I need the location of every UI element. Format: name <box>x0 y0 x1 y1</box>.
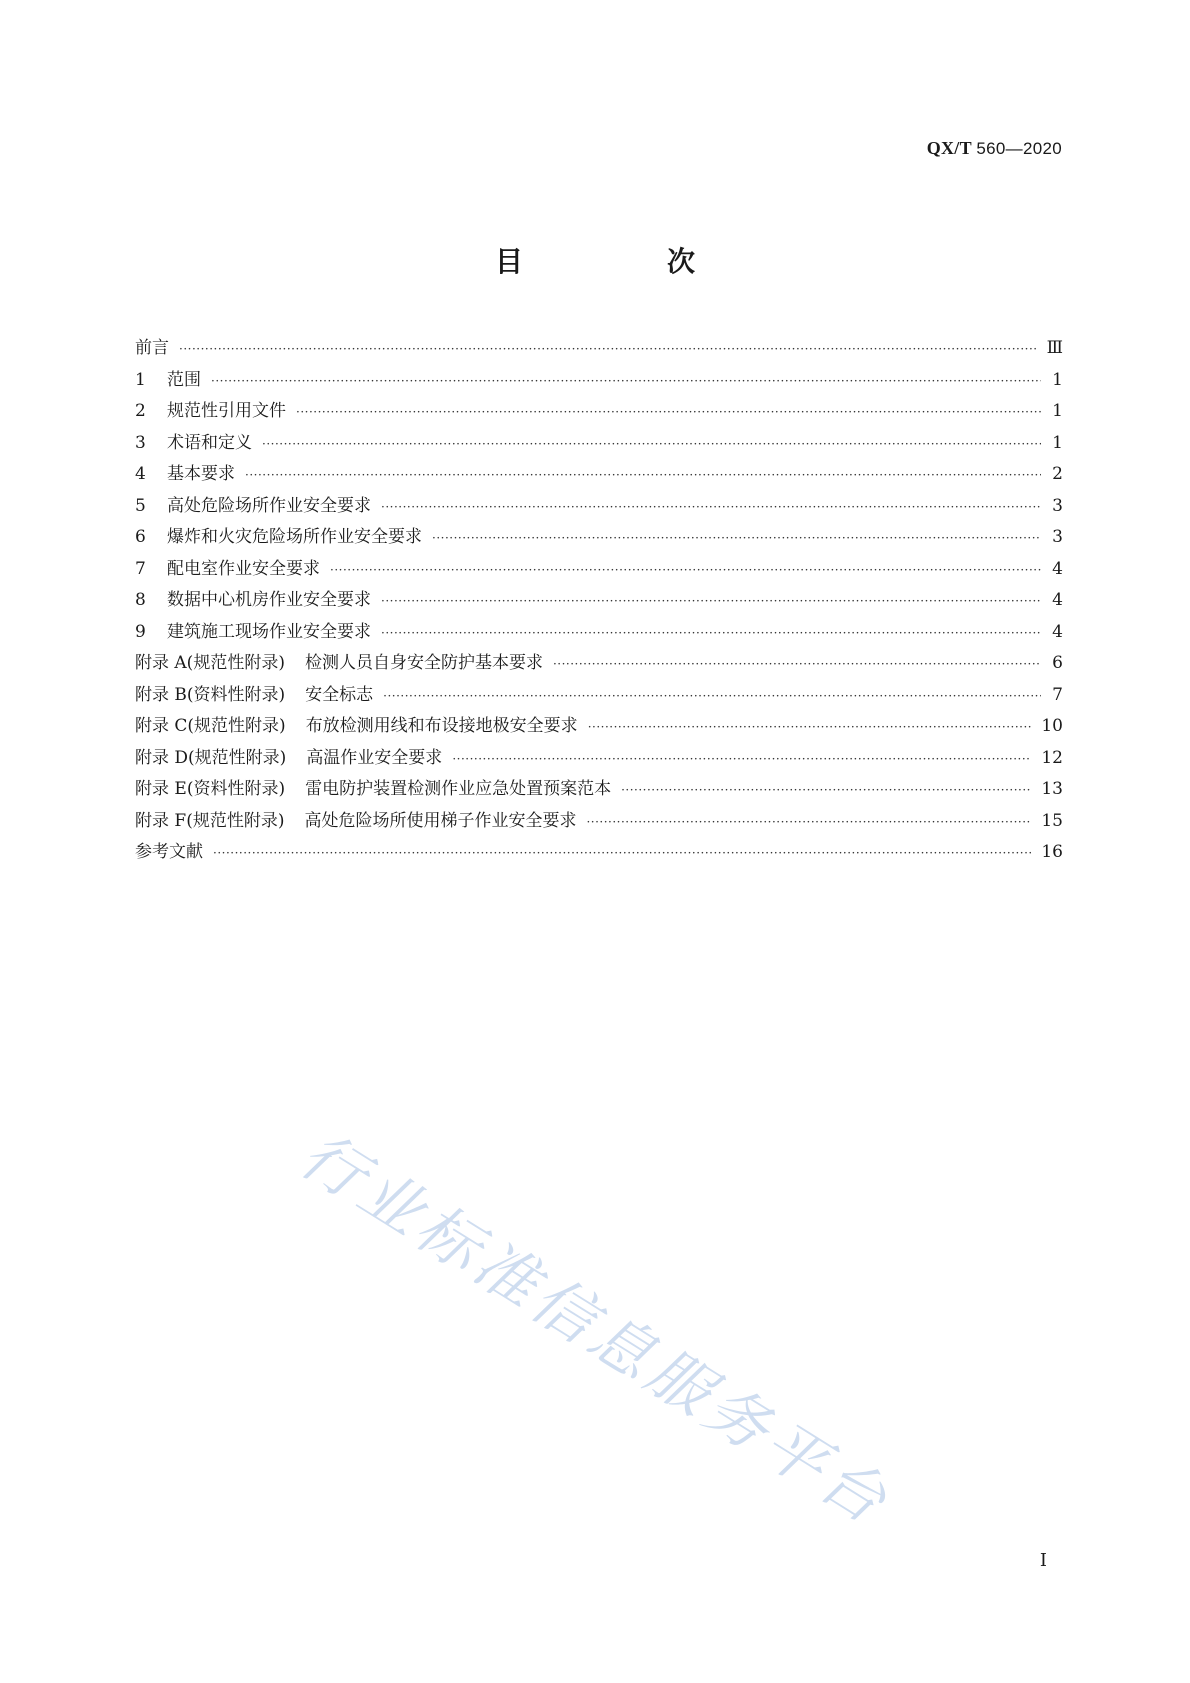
toc-entry-label: 布放检测用线和布设接地极安全要求 <box>305 716 578 736</box>
toc-leader-dots <box>621 775 1031 807</box>
toc-leader-dots <box>383 681 1041 713</box>
toc-entry-number: 6 <box>135 527 146 547</box>
toc-entry-label: 数据中心机房作业安全要求 <box>167 590 371 610</box>
toc-entry-label: 检测人员自身安全防护基本要求 <box>304 653 543 673</box>
toc-entry-page: 13 <box>1041 779 1063 799</box>
toc-title: 目 次 <box>494 245 753 278</box>
toc-entry-page: 12 <box>1041 747 1063 768</box>
page-number: I <box>1039 1550 1047 1571</box>
toc-leader-dots <box>296 397 1041 429</box>
toc-entry-page: 16 <box>1041 842 1063 862</box>
toc-entry-page: 4 <box>1052 590 1063 610</box>
toc-leader-dots <box>262 429 1041 461</box>
toc-entry-label: 前言 <box>135 338 169 358</box>
toc-entry-label: 规范性引用文件 <box>167 401 286 421</box>
toc-entry[interactable] <box>135 459 1063 491</box>
toc-leader-dots <box>179 334 1037 366</box>
toc-leader-dots <box>381 618 1041 650</box>
toc-entry-page: 1 <box>1052 432 1063 453</box>
toc-entry-number: 7 <box>135 558 146 579</box>
toc-leader-dots <box>588 712 1032 744</box>
toc-entry-page: 2 <box>1052 464 1063 484</box>
toc-entry-number: 1 <box>135 369 146 390</box>
toc-leader-dots <box>245 460 1041 492</box>
toc-entry-page: 6 <box>1052 653 1063 673</box>
toc-leader-dots <box>432 523 1041 555</box>
toc-leader-dots <box>452 744 1031 776</box>
toc-leader-dots <box>381 492 1041 524</box>
toc-entry[interactable] <box>135 396 1063 428</box>
toc-entry-label: 参考文献 <box>135 842 203 862</box>
toc-entry-page: 1 <box>1052 369 1063 390</box>
standard-code <box>927 138 1062 159</box>
toc-entry[interactable] <box>135 743 1063 775</box>
toc-entry[interactable] <box>135 333 1063 365</box>
toc-entry-page: Ⅲ <box>1046 338 1063 358</box>
toc-entry-label: 范围 <box>167 369 201 390</box>
toc-entry-page: 3 <box>1052 495 1063 516</box>
toc-entry-page: 15 <box>1041 810 1063 831</box>
standard-number: 560—2020 <box>976 139 1062 158</box>
toc-entry-label: 配电室作业安全要求 <box>167 558 320 579</box>
toc-entry-number: 9 <box>135 621 146 642</box>
toc-entry-label: 建筑施工现场作业安全要求 <box>167 621 371 642</box>
toc-leader-dots <box>330 555 1041 587</box>
toc-entry-page: 4 <box>1052 621 1063 642</box>
toc-entry[interactable] <box>135 648 1063 680</box>
toc-entry-label: 术语和定义 <box>167 432 252 453</box>
toc-entry-page: 1 <box>1052 401 1063 421</box>
toc-entry[interactable] <box>135 837 1063 869</box>
toc-entry-number: 4 <box>135 464 146 484</box>
toc-entry-label: 雷电防护装置检测作业应急处置预案范本 <box>305 779 612 799</box>
toc-entry-page: 10 <box>1041 716 1063 736</box>
toc-entry-label: 安全标志 <box>305 684 374 705</box>
toc-entry-prefix: 附录 E(资料性附录) <box>135 779 286 799</box>
toc-entry[interactable] <box>135 806 1063 838</box>
toc-entry-number: 8 <box>135 590 146 610</box>
toc-entry[interactable] <box>135 711 1063 743</box>
toc-leader-dots <box>586 807 1031 839</box>
table-of-contents <box>135 333 1063 869</box>
toc-entry-prefix: 附录 C(规范性附录) <box>135 716 286 736</box>
toc-leader-dots <box>381 586 1041 618</box>
standard-prefix: QX/T <box>926 138 972 158</box>
toc-entry[interactable] <box>135 491 1063 523</box>
toc-entry-number: 5 <box>135 495 146 516</box>
toc-entry[interactable] <box>135 680 1063 712</box>
toc-leader-dots <box>211 366 1041 398</box>
toc-entry[interactable] <box>135 428 1063 460</box>
toc-entry-page: 7 <box>1052 684 1063 705</box>
toc-entry-prefix: 附录 F(规范性附录) <box>135 810 285 831</box>
toc-entry[interactable] <box>135 522 1063 554</box>
toc-entry[interactable] <box>135 365 1063 397</box>
toc-leader-dots <box>553 649 1041 681</box>
toc-entry-page: 4 <box>1052 558 1063 579</box>
toc-entry-number: 3 <box>135 432 146 453</box>
toc-entry-label: 基本要求 <box>167 464 235 484</box>
toc-entry-label: 高温作业安全要求 <box>306 747 443 768</box>
toc-entry[interactable] <box>135 554 1063 586</box>
toc-entry[interactable] <box>135 585 1063 617</box>
toc-entry-prefix: 附录 B(资料性附录) <box>135 684 286 705</box>
toc-entry-number: 2 <box>135 401 146 421</box>
toc-entry-label: 爆炸和火灾危险场所作业安全要求 <box>167 527 422 547</box>
toc-entry-page: 3 <box>1052 527 1063 547</box>
toc-entry-prefix: 附录 D(规范性附录) <box>135 747 287 768</box>
toc-leader-dots <box>213 838 1031 870</box>
toc-entry-label: 高处危险场所使用梯子作业安全要求 <box>304 810 577 831</box>
toc-entry[interactable] <box>135 774 1063 806</box>
toc-entry[interactable] <box>135 617 1063 649</box>
toc-entry-label: 高处危险场所作业安全要求 <box>167 495 371 516</box>
watermark: 行业标准信息服务平台 <box>288 1117 904 1541</box>
toc-entry-prefix: 附录 A(规范性附录) <box>135 653 285 673</box>
